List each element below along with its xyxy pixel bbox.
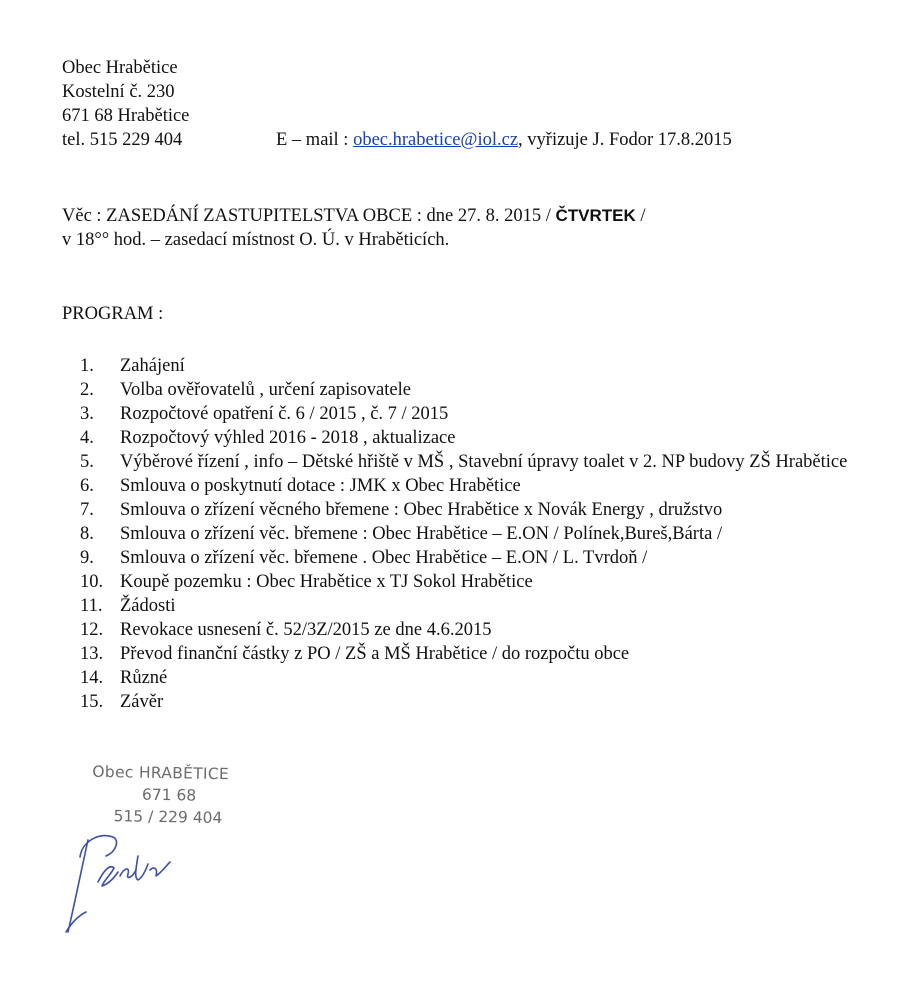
program-item-text: Závěr [120, 692, 164, 712]
program-heading: PROGRAM : [62, 304, 164, 324]
program-item-text: Rozpočtové opatření č. 6 / 2015 , č. 7 / 2015 [120, 404, 449, 424]
program-item [80, 378, 870, 402]
program-item-number: 13. [80, 644, 104, 664]
handler-and-date: , vyřizuje J. Fodor 17.8.2015 [518, 130, 732, 150]
program-item [80, 570, 870, 594]
contact-line [62, 128, 862, 152]
handwritten-signature [58, 812, 208, 942]
program-item-number: 9. [80, 548, 94, 568]
program-item [80, 594, 870, 618]
program-item-number: 10. [80, 572, 104, 592]
program-item-number: 1. [80, 356, 94, 376]
program-item [80, 498, 870, 522]
program-item-text: Koupě pozemku : Obec Hrabětice x TJ Sokol Hrabětice [120, 572, 533, 592]
program-item-text: Smlouva o poskytnutí dotace : JMK x Obec Hrabětice [120, 476, 521, 496]
sender-address-block [62, 56, 862, 152]
program-item-text: Volba ověřovatelů , určení zapisovatele [120, 380, 411, 400]
program-item-number: 15. [80, 692, 104, 712]
program-item-number: 3. [80, 404, 94, 424]
program-item-text: Revokace usnesení č. 52/3Z/2015 ze dne 4.6.2015 [120, 620, 492, 640]
program-item-number: 14. [80, 668, 104, 688]
program-item [80, 354, 870, 378]
program-item [80, 642, 870, 666]
program-item-number: 6. [80, 476, 94, 496]
program-list [80, 354, 870, 714]
stamp-line-2: 671 68 [141, 785, 197, 805]
program-item [80, 402, 870, 426]
subject-text: Věc : ZASEDÁNÍ ZASTUPITELSTVA OBCE : dne 27. 8. 2015 / [62, 206, 556, 226]
stamp-line-3: 515 / 229 404 [113, 807, 223, 828]
program-item [80, 546, 870, 570]
sender-name: Obec Hrabětice [62, 58, 178, 78]
sender-phone: tel. 515 229 404 [62, 130, 183, 150]
subject-block [62, 204, 862, 252]
sender-city: 671 68 Hrabětice [62, 106, 190, 126]
program-item [80, 690, 870, 714]
program-item-number: 12. [80, 620, 104, 640]
program-item-number: 4. [80, 428, 94, 448]
stamp-line-1: Obec HRABĚTICE [92, 762, 230, 784]
email-contact [276, 128, 732, 152]
program-item [80, 474, 870, 498]
program-item-number: 11. [80, 596, 103, 616]
program-item [80, 522, 870, 546]
program-item-number: 8. [80, 524, 94, 544]
program-item [80, 666, 870, 690]
program-item-text: Rozpočtový výhled 2016 - 2018 , aktualizace [120, 428, 456, 448]
program-item-number: 7. [80, 500, 94, 520]
email-link[interactable]: obec.hrabetice@iol.cz [353, 130, 519, 150]
program-item-text: Smlouva o zřízení věcného břemene : Obec Hrabětice x Novák Energy , družstvo [120, 500, 723, 520]
subject-line-1 [62, 204, 862, 228]
program-item [80, 426, 870, 450]
program-item-text: Převod finanční částky z PO / ZŠ a MŠ Hrabětice / do rozpočtu obce [120, 644, 630, 664]
program-item-number: 5. [80, 452, 94, 472]
program-item-text: Výběrové řízení , info – Dětské hřiště v MŠ , Stavební úpravy toalet v 2. NP budovy ZŠ Hrabětice [120, 452, 848, 472]
program-item-text: Různé [120, 668, 168, 688]
program-item-text: Smlouva o zřízení věc. břemene . Obec Hrabětice – E.ON / L. Tvrdoň / [120, 548, 648, 568]
program-item-number: 2. [80, 380, 94, 400]
sender-street: Kostelní č. 230 [62, 82, 175, 102]
meeting-weekday: ČTVRTEK [555, 206, 636, 225]
subject-line-2: v 18°° hod. – zasedací místnost O. Ú. v Hraběticích. [62, 230, 450, 250]
subject-line-end: / [635, 206, 646, 226]
program-item [80, 618, 870, 642]
program-item [80, 450, 870, 474]
program-item-text: Žádosti [120, 596, 176, 616]
program-item-text: Zahájení [120, 356, 185, 376]
email-label: E – mail : [276, 130, 354, 150]
program-item-text: Smlouva o zřízení věc. břemene : Obec Hrabětice – E.ON / Polínek,Bureš,Bárta / [120, 524, 723, 544]
